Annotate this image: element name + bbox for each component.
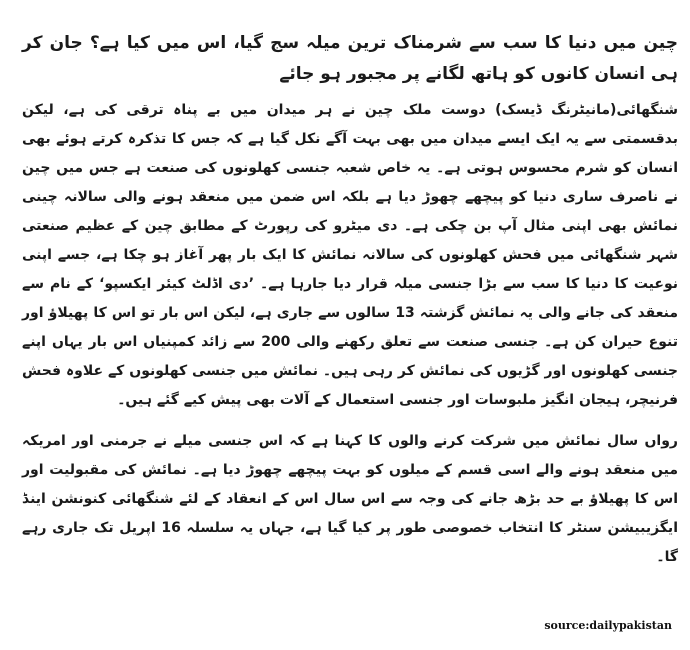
article-paragraph-1: شنگھائی(مانیٹرنگ ڈیسک) دوست ملک چین نے ہر میدان میں بے پناہ ترقی کی ہے، لیکن بدقسمتی سے یہ ایک ایسے میدان میں بھی بہت آگے نکل گیا ہے کہ جس کا تذکرہ کرتے ہوئے بھی انسان کو شرم محسوس ہوتی ہے۔ یہ خاص شعبہ جنسی کھلونوں کی صنعت ہے جس میں چین نے ناصرف ساری دنیا کو پیچھے چھوڑ دیا ہے بلکہ اس ضمن میں منعقد ہونے والی سالانہ چینی نمائش بھی اپنی مثال آپ بن چکی ہے۔ دی میٹرو کی رپورٹ کے مطابق چین کے عظیم صنعتی شہر شنگھائی میں فحش کھلونوں کی سالانہ نمائش کا ایک بار پھر آغاز ہو چکا ہے، جسے اپنی نوعیت کا دنیا کا سب سے بڑا جنسی میلہ قرار دیا جارہا ہے۔ ’دی اڈلٹ کیئر ایکسپو‘ کے نام سے منعقد کی جانے والی یہ نمائش گزشتہ 13 سالوں سے جاری ہے، لیکن اس بار تو اس کا پھیلاؤ اور تنوع حیران کن ہے۔ جنسی صنعت سے تعلق رکھنے والی 200 سے زائد کمپنیاں اس بار یہاں اپنے جنسی کھلونوں اور گڑیوں کی نمائش کر رہی ہیں۔ نمائش میں جنسی کھلونوں کے علاوہ فحش فرنیچر، ہیجان انگیز ملبوسات اور جنسی استعمال کے آلات بھی پیش کیے گئے ہیں۔ — [22, 102, 678, 408]
source-credit: source:dailypakistan — [544, 619, 672, 632]
article — [22, 28, 678, 572]
headline: چین میں دنیا کا سب سے شرمناک ترین میلہ سج گیا، اس میں کیا ہے؟ جان کر ہی انسان کانوں کو ہاتھ لگانے پر مجبور ہو جائے — [22, 33, 678, 84]
article-paragraph-2: رواں سال نمائش میں شرکت کرنے والوں کا کہنا ہے کہ اس جنسی میلے نے جرمنی اور امریکہ میں منعقد ہونے والے اسی قسم کے میلوں کو بہت پیچھے چھوڑ دیا ہے۔ نمائش کی مقبولیت اور اس کا پھیلاؤ بے حد بڑھ جانے کی وجہ سے اس سال اس کے انعقاد کے لئے شنگھائی کنونشن اینڈ ایگزیبیشن سنٹر کا انتخاب خصوصی طور پر کیا گیا ہے، جہاں یہ سلسلہ 16 اپریل تک جاری رہے گا۔ — [22, 433, 678, 565]
